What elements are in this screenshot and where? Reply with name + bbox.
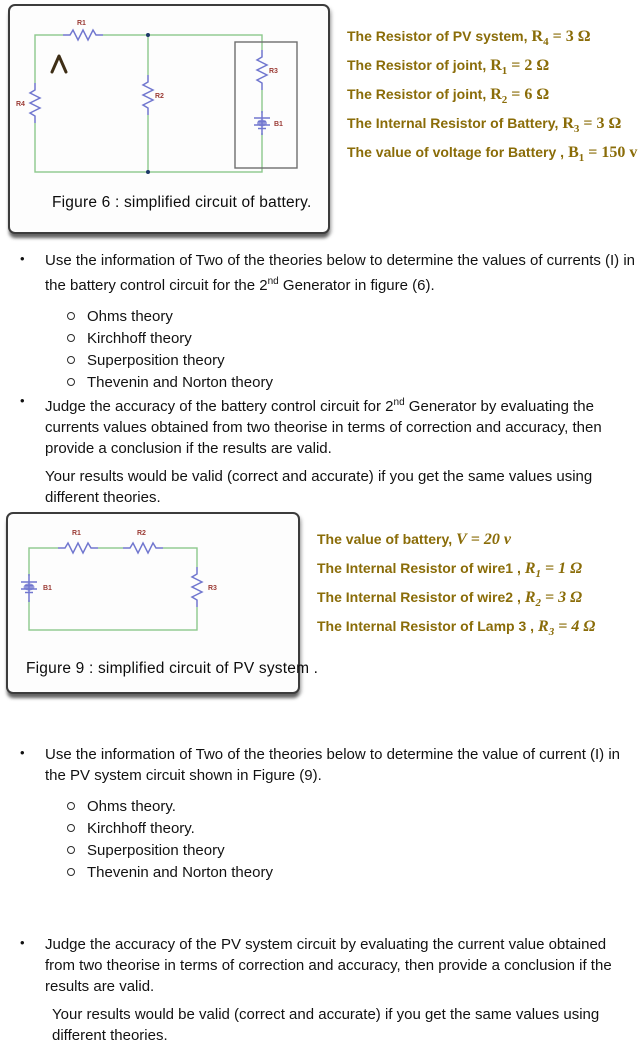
bullet-dot-icon: • (20, 393, 25, 408)
caret-annotation-icon (52, 56, 66, 72)
resistor-r3-label: R3 (208, 585, 217, 592)
resistor-r3-label: R3 (269, 68, 278, 75)
resistor-r2-label: R2 (137, 530, 146, 537)
figure9-image (6, 512, 319, 694)
circle-bullet-icon (67, 868, 75, 876)
circle-bullet-icon (67, 356, 75, 364)
figure6-caption: Figure 6 : simplified circuit of battery. (52, 194, 312, 211)
bullet-text: Judge the accuracy of the PV system circuit by evaluating the current value obtained from two theorise in terms of correction and accuracy, then provide a conclusion if the results are valid. (45, 936, 612, 995)
figure6-parameters (347, 28, 637, 173)
resistor-r2-label: R2 (155, 93, 164, 100)
pv-circuit-diagram (8, 514, 294, 656)
theory-list (67, 795, 636, 883)
circle-bullet-icon (67, 846, 75, 854)
bullet-judge-accuracy-battery (20, 392, 636, 508)
list-item: Superposition theory (67, 349, 636, 371)
bullet-text: Judge the accuracy of the battery control circuit for 2nd Generator by evaluating the currents values obtained from two theorise in terms of correction and accuracy, then provide a conclusion if the results are valid. (45, 397, 602, 457)
list-item: Ohms theory (67, 305, 636, 327)
battery-b1-label: B1 (274, 121, 283, 128)
validity-note: Your results would be valid (correct and accurate) if you get the same values using different theories. (45, 468, 593, 506)
bullet-dot-icon: • (20, 935, 25, 950)
param-line: The value of battery, V = 20 v (317, 531, 511, 548)
junction-dot (146, 170, 150, 174)
param-line: The Internal Resistor of Battery, $R_3 = 3$ Ω (347, 115, 622, 136)
resistor-r1-label: R1 (72, 530, 81, 537)
bullet-text: Use the information of Two of the theories below to determine the values of currents (I) in the battery control circuit for the 2nd Generator in figure (6). (45, 252, 636, 294)
param-line: The value of voltage for Battery , $B_1 = 150$ v (347, 144, 638, 165)
list-item: Thevenin and Norton theory (67, 861, 636, 883)
list-item: Kirchhoff theory. (67, 817, 636, 839)
list-item: Kirchhoff theory (67, 327, 636, 349)
battery-b1-label: B1 (43, 585, 52, 592)
list-item: Thevenin and Norton theory (67, 371, 636, 393)
circle-bullet-icon (67, 312, 75, 320)
battery-circuit-diagram (10, 6, 324, 190)
circuit-loop-wire (29, 548, 197, 630)
param-line: The Resistor of joint, $R_1 = 2$ Ω (347, 57, 550, 78)
param-line: The Internal Resistor of wire2 , $R_2 = 3$ Ω (317, 589, 583, 610)
list-item: Ohms theory. (67, 795, 636, 817)
circle-bullet-icon (67, 824, 75, 832)
param-line: The Resistor of PV system, $R_4 = 3$ Ω (347, 28, 591, 49)
resistor-r4-label: R4 (16, 101, 25, 108)
figure9-parameters (317, 531, 595, 647)
resistor-r1-label: R1 (77, 20, 86, 27)
figure6-image (8, 4, 330, 234)
bullet-dot-icon: • (20, 745, 25, 760)
validity-note: Your results would be valid (correct and accurate) if you get the same values using different theories. (52, 1006, 600, 1044)
bullet-judge-accuracy-pv (20, 934, 636, 1046)
circle-bullet-icon (67, 802, 75, 810)
circle-bullet-icon (67, 334, 75, 342)
theory-list (67, 305, 636, 393)
bullet-text: Use the information of Two of the theories below to determine the value of current (I) in the PV system circuit shown in Figure (9). (45, 746, 621, 784)
param-line: The Resistor of joint, $R_2 = 6$ Ω (347, 86, 550, 107)
bullet-dot-icon: • (20, 251, 25, 266)
figure9-caption: Figure 9 : simplified circuit of PV system . (26, 660, 319, 677)
bullet-use-theories-pv (20, 744, 636, 883)
junction-dot (146, 33, 150, 37)
circle-bullet-icon (67, 378, 75, 386)
bullet-use-theories-battery (20, 250, 636, 393)
param-line: The Internal Resistor of wire1 , $R_1 = 1$ Ω (317, 560, 583, 581)
param-line: The Internal Resistor of Lamp 3 , $R_3 = 4$ Ω (317, 618, 596, 639)
list-item: Superposition theory (67, 839, 636, 861)
